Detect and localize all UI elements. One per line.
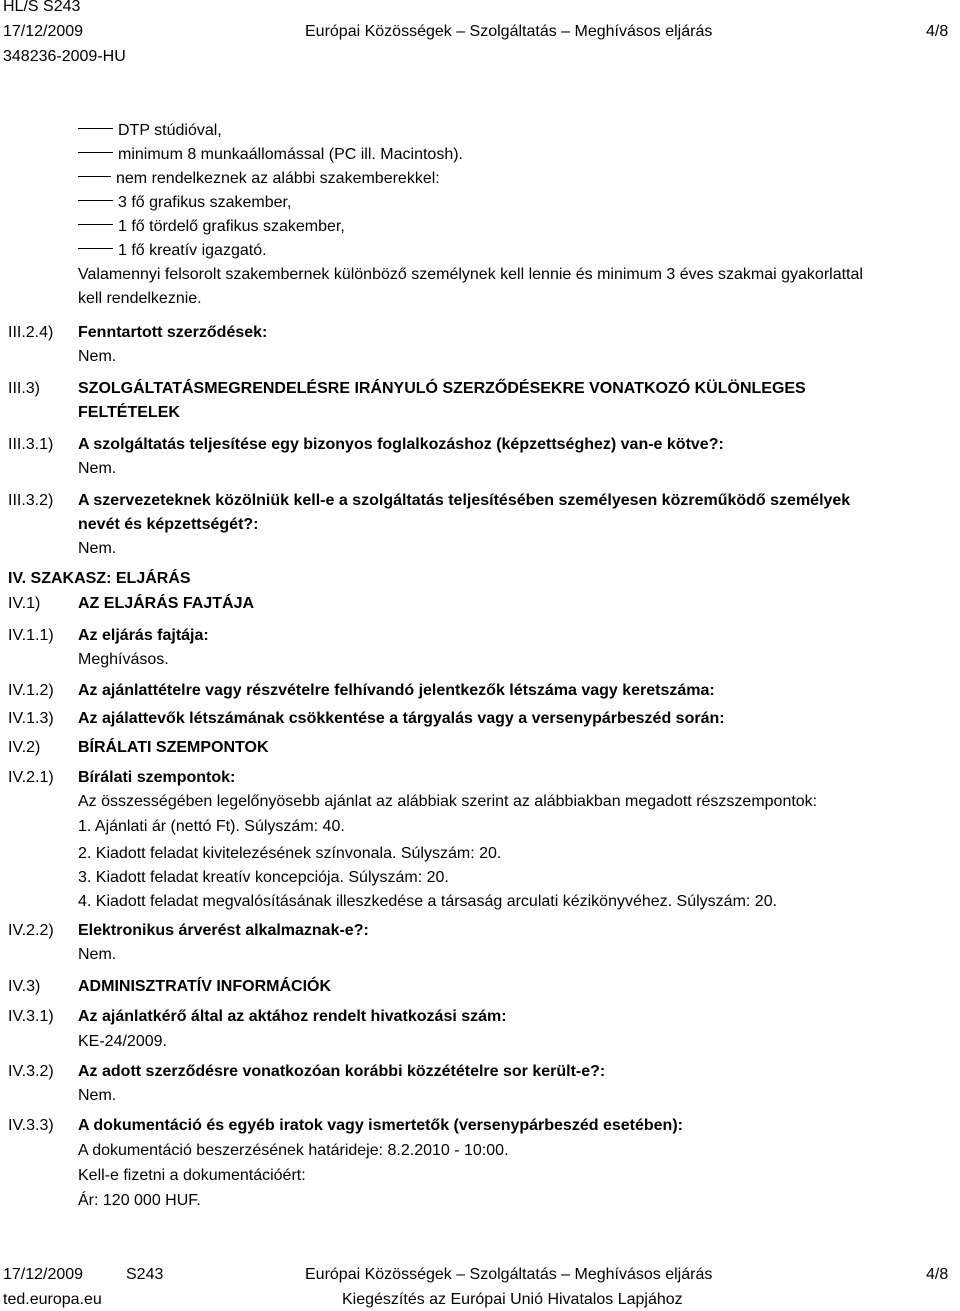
criteria-item: 1. Ajánlati ár (nettó Ft). Súlyszám: 40. [78, 818, 345, 835]
section-value: Meghívásos. [78, 651, 169, 668]
section-value: Kell-e fizetni a dokumentációért: [78, 1167, 306, 1184]
header-date: 17/12/2009 [3, 23, 84, 40]
section-value: A dokumentáció beszerzésének határideje: 8.2.2010 - 10:00. [78, 1142, 509, 1159]
section-label: IV.3.2) [8, 1063, 54, 1080]
bullet-item: DTP stúdióval, [78, 119, 948, 143]
section-label: IV.2.2) [8, 922, 54, 939]
bullet-item: 1 fő tördelő grafikus szakember, [78, 215, 948, 239]
dash-icon [78, 200, 113, 201]
dash-icon [78, 152, 113, 153]
section-heading: AZ ELJÁRÁS FAJTÁJA [78, 595, 255, 612]
section-label: IV.2.1) [8, 769, 54, 786]
section-heading: Elektronikus árverést alkalmaznak-e?: [78, 922, 369, 939]
section-label: III.3.2) [8, 492, 54, 509]
dash-icon [78, 248, 113, 249]
footer-series: S243 [126, 1266, 164, 1283]
footer-subtitle: Kiegészítés az Európai Unió Hivatalos Lapjához [342, 1291, 683, 1308]
section-heading: Az ajálattevők létszámának csökkentése a tárgyalás vagy a versenypárbeszéd során: [78, 710, 725, 727]
bullet-item: 3 fő grafikus szakember, [78, 191, 948, 215]
dash-icon [78, 224, 113, 225]
section-label: IV.1.1) [8, 627, 54, 644]
section-heading: Az ajánlattételre vagy részvételre felhívandó jelentkezők létszáma vagy keretszáma: [78, 682, 715, 699]
section-heading: A szervezeteknek közölniük kell-e a szolgáltatás teljesítésében személyesen közreműködő személyek [78, 492, 851, 509]
section-label: IV.1) [8, 595, 41, 612]
section-value: Nem. [78, 540, 117, 557]
part-heading: IV. SZAKASZ: ELJÁRÁS [8, 570, 191, 587]
header-series: HL/S S243 [3, 0, 81, 15]
header-page-number: 4/8 [926, 23, 949, 40]
criteria-item: 4. Kiadott feladat megvalósításának illeszkedése a társaság arculati kézikönyvéhez. Súlyszám: 20. [78, 893, 778, 910]
dash-icon [78, 128, 113, 129]
section-heading: SZOLGÁLTATÁSMEGRENDELÉSRE IRÁNYULÓ SZERZŐDÉSEKRE VONATKOZÓ KÜLÖNLEGES [78, 380, 806, 397]
section-label: IV.3.1) [8, 1008, 54, 1025]
section-heading: Fenntartott szerződések: [78, 324, 268, 341]
section-heading: Az ajánlatkérő által az aktához rendelt hivatkozási szám: [78, 1008, 507, 1025]
section-heading: Az adott szerződésre vonatkozóan korábbi közzétételre sor került-e?: [78, 1063, 606, 1080]
section-value: Nem. [78, 348, 117, 365]
section-value: Nem. [78, 946, 117, 963]
section-heading: ADMINISZTRATÍV INFORMÁCIÓK [78, 978, 332, 995]
section-heading: Bírálati szempontok: [78, 769, 236, 786]
dash-icon [78, 176, 111, 177]
section-label: IV.1.2) [8, 682, 54, 699]
section-heading: Az eljárás fajtája: [78, 627, 209, 644]
section-value: Nem. [78, 1087, 117, 1104]
section-heading: nevét és képzettségét?: [78, 516, 259, 533]
section-label: IV.2) [8, 739, 41, 756]
section-heading: BÍRÁLATI SZEMPONTOK [78, 739, 269, 756]
section-label: IV.3) [8, 978, 41, 995]
section-label: III.2.4) [8, 324, 54, 341]
section-value: Nem. [78, 460, 117, 477]
section-heading: FELTÉTELEK [78, 404, 180, 421]
footer-title: Európai Közösségek – Szolgáltatás – Meghívásos eljárás [305, 1266, 713, 1283]
criteria-item: 3. Kiadott feladat kreatív koncepciója. Súlyszám: 20. [78, 869, 449, 886]
section-value: Ár: 120 000 HUF. [78, 1192, 201, 1209]
criteria-item: 2. Kiadott feladat kivitelezésének színvonala. Súlyszám: 20. [78, 845, 502, 862]
section-heading: A szolgáltatás teljesítése egy bizonyos foglalkozáshoz (képzettséghez) van-e kötve?: [78, 436, 724, 453]
footer-page-number: 4/8 [926, 1266, 949, 1283]
paragraph-line: kell rendelkeznie. [78, 290, 202, 307]
header-title: Európai Közösségek – Szolgáltatás – Meghívásos eljárás [305, 23, 713, 40]
section-value: KE-24/2009. [78, 1033, 167, 1050]
bullet-item: minimum 8 munkaállomással (PC ill. Macintosh). [78, 143, 948, 167]
paragraph-line: Valamennyi felsorolt szakembernek különböző személynek kell lennie és minimum 3 éves szakmai gyakorlattal [78, 266, 863, 283]
footer-site-link[interactable]: ted.europa.eu [3, 1291, 102, 1308]
footer-date: 17/12/2009 [3, 1266, 84, 1283]
section-label: IV.3.3) [8, 1117, 54, 1134]
section-heading: A dokumentáció és egyéb iratok vagy ismertetők (versenypárbeszéd esetében): [78, 1117, 683, 1134]
header-document-id: 348236-2009-HU [3, 48, 126, 65]
section-label: IV.1.3) [8, 710, 54, 727]
section-label: III.3) [8, 380, 41, 397]
section-value: Az összességében legelőnyösebb ajánlat az alábbiak szerint az alábbiakban megadott részszempontok: [78, 793, 818, 810]
section-label: III.3.1) [8, 436, 54, 453]
bullet-item: 1 fő kreatív igazgató. [78, 239, 948, 263]
bullet-item: nem rendelkeznek az alábbi szakemberekkel: [78, 167, 948, 191]
